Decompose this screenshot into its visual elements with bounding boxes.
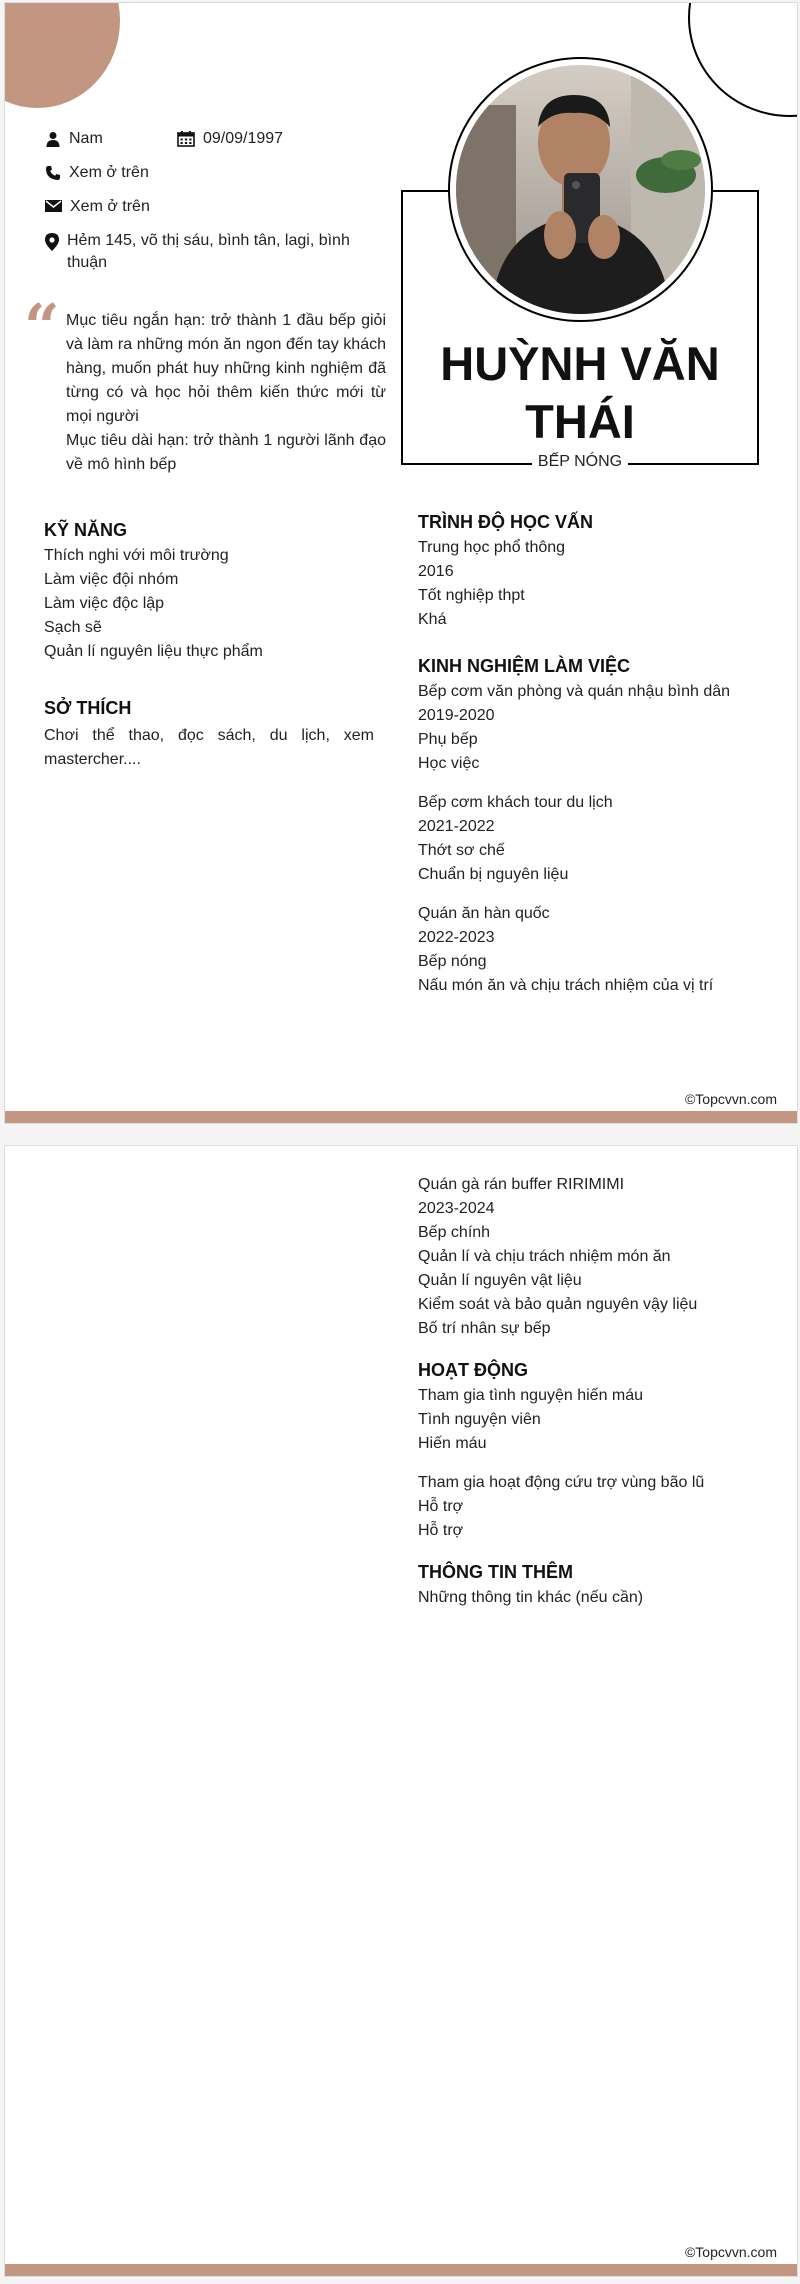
person-icon [45, 131, 61, 147]
activity-name: Tham gia tình nguyện hiến máu [418, 1387, 644, 1404]
skill-item: Quản lí nguyên liệu thực phẩm [44, 643, 263, 660]
address-value: Hẻm 145, võ thị sáu, bình tân, lagi, bình thuận [67, 232, 350, 271]
job-detail: Bố trí nhân sự bếp [418, 1320, 551, 1337]
mail-icon [45, 199, 62, 213]
job-period: 2019-2020 [418, 707, 495, 724]
name-line-1: HUỲNH VĂN [440, 337, 720, 390]
long-term-objective: Mục tiêu dài hạn: trở thành 1 người lãnh đạo về mô hình bếp [66, 432, 386, 473]
activity-detail: Hỗ trợ [418, 1522, 464, 1539]
additional-info-heading: THÔNG TIN THÊM [418, 1562, 573, 1582]
job-position: Thớt sơ chế [418, 842, 505, 859]
profile-photo [456, 65, 705, 314]
location-pin-icon [45, 233, 59, 251]
job-position: Bếp chính [418, 1224, 491, 1241]
full-name [405, 335, 755, 451]
education-degree: Tốt nghiệp thpt [418, 587, 525, 604]
email-value: Xem ở trên [70, 198, 150, 215]
birthdate-row [177, 128, 283, 150]
additional-info-text: Những thông tin khác (nếu cần) [418, 1589, 644, 1606]
decorative-circle [4, 2, 120, 108]
footer-bar [5, 1111, 797, 1123]
short-term-objective: Mục tiêu ngắn hạn: trở thành 1 đầu bếp giỏi và làm ra những món ăn ngon đến tay khách hàng, muốn phát huy những kinh nghiệm đã từng có và học hỏi thêm kiến thức mới từ mọi người [66, 312, 386, 425]
address-row [45, 230, 365, 274]
career-objective [66, 309, 386, 477]
job-detail: Quản lí và chịu trách nhiệm món ăn [418, 1248, 671, 1265]
skill-item: Làm việc độc lập [44, 595, 165, 612]
education-heading: TRÌNH ĐỘ HỌC VẤN [418, 512, 593, 532]
decorative-ring [688, 2, 798, 117]
gender-row [45, 128, 103, 150]
experience-heading: KINH NGHIỆM LÀM VIỆC [418, 656, 631, 676]
copyright: ©Topcvvn.com [684, 2244, 777, 2260]
name-line-2: THÁI [525, 395, 635, 448]
job-company: Bếp cơm văn phòng và quán nhậu bình dân [418, 683, 731, 700]
skill-item: Làm việc đội nhóm [44, 571, 179, 588]
email-row [45, 196, 150, 218]
job-detail: Quản lí nguyên vật liệu [418, 1272, 582, 1289]
education-grade: Khá [418, 611, 447, 628]
job-company: Quán gà rán buffer RIRIMIMI [418, 1176, 625, 1193]
footer-bar [5, 2264, 797, 2276]
job-detail: Nấu món ăn và chịu trách nhiệm của vị trí [418, 977, 714, 994]
copyright: ©Topcvvn.com [684, 1091, 777, 1107]
calendar-icon [177, 131, 195, 147]
skills-heading: KỸ NĂNG [44, 520, 128, 540]
frame-top-right-line [709, 190, 759, 192]
cv-page-1 [4, 2, 798, 1124]
phone-icon [45, 165, 61, 181]
job-period: 2021-2022 [418, 818, 495, 835]
job-detail: Học việc [418, 755, 480, 772]
skill-item: Sạch sẽ [44, 619, 102, 636]
quote-icon: “ [24, 290, 60, 363]
skill-item: Thích nghi với môi trường [44, 547, 229, 564]
gender-value: Nam [69, 130, 103, 147]
phone-value: Xem ở trên [69, 164, 149, 181]
cv-page-2 [4, 1145, 798, 2277]
job-position: Phụ bếp [418, 731, 478, 748]
job-title: BẾP NÓNG [532, 450, 628, 474]
education-year: 2016 [418, 563, 454, 580]
phone-row [45, 162, 149, 184]
job-company: Bếp cơm khách tour du lịch [418, 794, 613, 811]
activity-name: Tham gia hoạt động cứu trợ vùng bão lũ [418, 1474, 705, 1491]
job-position: Bếp nóng [418, 953, 487, 970]
activity-role: Hỗ trợ [418, 1498, 464, 1515]
hobbies-heading: SỞ THÍCH [44, 698, 132, 718]
frame-top-left-line [401, 190, 451, 192]
job-company: Quán ăn hàn quốc [418, 905, 550, 922]
job-detail: Kiểm soát và bảo quản nguyên vậy liệu [418, 1296, 698, 1313]
education-school: Trung học phổ thông [418, 539, 566, 556]
activity-role: Tình nguyện viên [418, 1411, 541, 1428]
activity-detail: Hiến máu [418, 1435, 487, 1452]
job-period: 2022-2023 [418, 929, 495, 946]
job-period: 2023-2024 [418, 1200, 495, 1217]
job-detail: Chuẩn bị nguyên liệu [418, 866, 569, 883]
activities-heading: HOẠT ĐỘNG [418, 1360, 528, 1380]
job-title-wrap [401, 450, 759, 474]
hobbies-text: Chơi thể thao, đọc sách, du lịch, xem mastercher.... [44, 727, 374, 768]
birthdate-value: 09/09/1997 [203, 130, 284, 147]
